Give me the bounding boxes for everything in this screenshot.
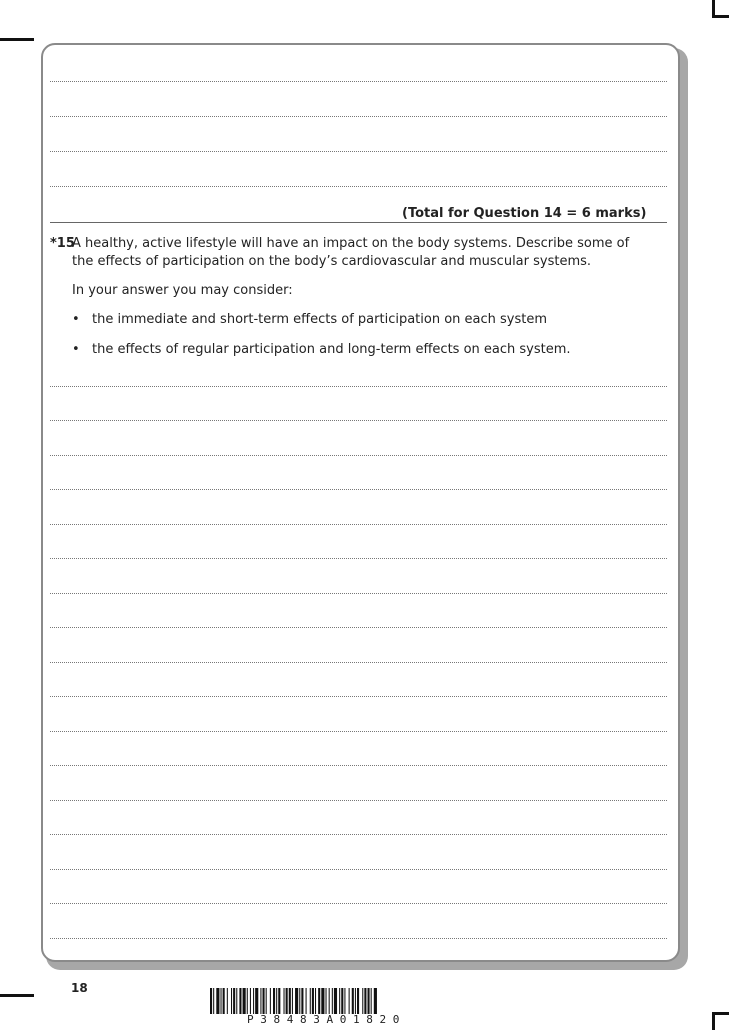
- question-15-consider: In your answer you may consider:: [72, 283, 293, 298]
- bullet-item: [72, 341, 571, 359]
- barcode-bar: [374, 988, 377, 1014]
- barcode-bar: [289, 988, 291, 1014]
- barcode-bar: [371, 988, 372, 1014]
- barcode-bar: [299, 988, 300, 1014]
- answer-line[interactable]: [50, 938, 667, 939]
- corner-mark-top-right-v: [712, 0, 715, 18]
- answer-line[interactable]: [50, 420, 667, 421]
- answer-frame: [41, 43, 680, 962]
- barcode-bar: [355, 988, 356, 1014]
- barcode-bar: [341, 988, 343, 1014]
- barcode-bar: [344, 988, 345, 1014]
- barcode-bar: [292, 988, 293, 1014]
- barcode-bar: [368, 988, 370, 1014]
- barcode-bar: [278, 988, 280, 1014]
- barcode-bar: [334, 988, 337, 1014]
- answer-line[interactable]: [50, 696, 667, 697]
- question-14-total: (Total for Question 14 = 6 marks): [402, 206, 647, 221]
- barcode-bar: [301, 988, 303, 1014]
- barcode-bar: [295, 988, 298, 1014]
- barcode-bar: [236, 988, 237, 1014]
- barcode-bar: [312, 988, 314, 1014]
- barcode-bar: [357, 988, 359, 1014]
- bullet-text: the immediate and short-term effects of participation on each system: [92, 312, 548, 327]
- answer-line[interactable]: [50, 869, 667, 870]
- barcode-bar: [321, 988, 324, 1014]
- barcode-bar: [318, 988, 320, 1014]
- barcode-bar: [231, 988, 232, 1014]
- answer-line[interactable]: [50, 386, 667, 387]
- barcode-bar: [221, 988, 222, 1014]
- barcode-bar: [263, 988, 265, 1014]
- question-15-line-1: [50, 235, 650, 253]
- barcode-bar: [284, 988, 285, 1014]
- barcode-bar: [276, 988, 277, 1014]
- barcode-bar: [250, 988, 251, 1014]
- barcode-bar: [273, 988, 275, 1014]
- barcode-bar: [286, 988, 288, 1014]
- page-number: 18: [71, 981, 88, 995]
- barcode-bar: [326, 988, 327, 1014]
- answer-line[interactable]: [50, 834, 667, 835]
- barcode-bar: [260, 988, 261, 1014]
- barcode-bar: [315, 988, 316, 1014]
- barcode-bar: [270, 988, 271, 1014]
- answer-line[interactable]: [50, 593, 667, 594]
- barcode-bar: [339, 988, 340, 1014]
- barcode-bar: [352, 988, 354, 1014]
- answer-line[interactable]: [50, 489, 667, 490]
- answer-line[interactable]: [50, 524, 667, 525]
- barcode-bar: [266, 988, 267, 1014]
- answer-line[interactable]: [50, 765, 667, 766]
- barcode-bar: [364, 988, 366, 1014]
- barcode-bar: [329, 988, 330, 1014]
- answer-line[interactable]: [50, 151, 667, 152]
- barcode-bar: [213, 988, 214, 1014]
- bullet-symbol: •: [72, 342, 80, 357]
- answer-line[interactable]: [50, 116, 667, 117]
- answer-line[interactable]: [50, 627, 667, 628]
- bullet-text: the effects of regular participation and long-term effects on each system.: [92, 342, 571, 357]
- barcode-text: P 3 8 4 8 3 A 0 1 8 2 0: [247, 1013, 400, 1026]
- barcode-bar: [332, 988, 333, 1014]
- answer-line[interactable]: [50, 731, 667, 732]
- barcode-bar: [255, 988, 258, 1014]
- barcode-bar: [362, 988, 363, 1014]
- barcode-bar: [227, 988, 228, 1014]
- barcode-bar: [233, 988, 235, 1014]
- bullet-item: [72, 311, 547, 329]
- barcode-bar: [223, 988, 225, 1014]
- barcode-bar: [243, 988, 246, 1014]
- corner-mark-top-left: [0, 38, 34, 41]
- question-separator: [50, 222, 667, 223]
- answer-line[interactable]: [50, 186, 667, 187]
- answer-line[interactable]: [50, 800, 667, 801]
- barcode-image: [210, 988, 510, 1014]
- question-15-text: [50, 235, 650, 271]
- question-number: *15: [50, 236, 75, 251]
- barcode-bar: [253, 988, 254, 1014]
- bullet-symbol: •: [72, 312, 80, 327]
- corner-mark-bottom-left: [0, 994, 34, 997]
- barcode-bar: [216, 988, 219, 1014]
- question-15-line-2: the effects of participation on the body’s cardiovascular and muscular systems.: [72, 254, 592, 269]
- barcode-bar: [247, 988, 248, 1014]
- barcode-bar: [306, 988, 307, 1014]
- answer-line[interactable]: [50, 455, 667, 456]
- corner-mark-bottom-right-v: [712, 1012, 715, 1030]
- barcode-bar: [239, 988, 241, 1014]
- question-15-line-1-text: A healthy, active lifestyle will have an impact on the body systems. Describe some of: [72, 236, 630, 251]
- answer-line[interactable]: [50, 81, 667, 82]
- barcode-bar: [349, 988, 350, 1014]
- barcode-bar: [210, 988, 212, 1014]
- barcode-bar: [310, 988, 311, 1014]
- answer-line[interactable]: [50, 662, 667, 663]
- answer-line[interactable]: [50, 903, 667, 904]
- answer-line[interactable]: [50, 558, 667, 559]
